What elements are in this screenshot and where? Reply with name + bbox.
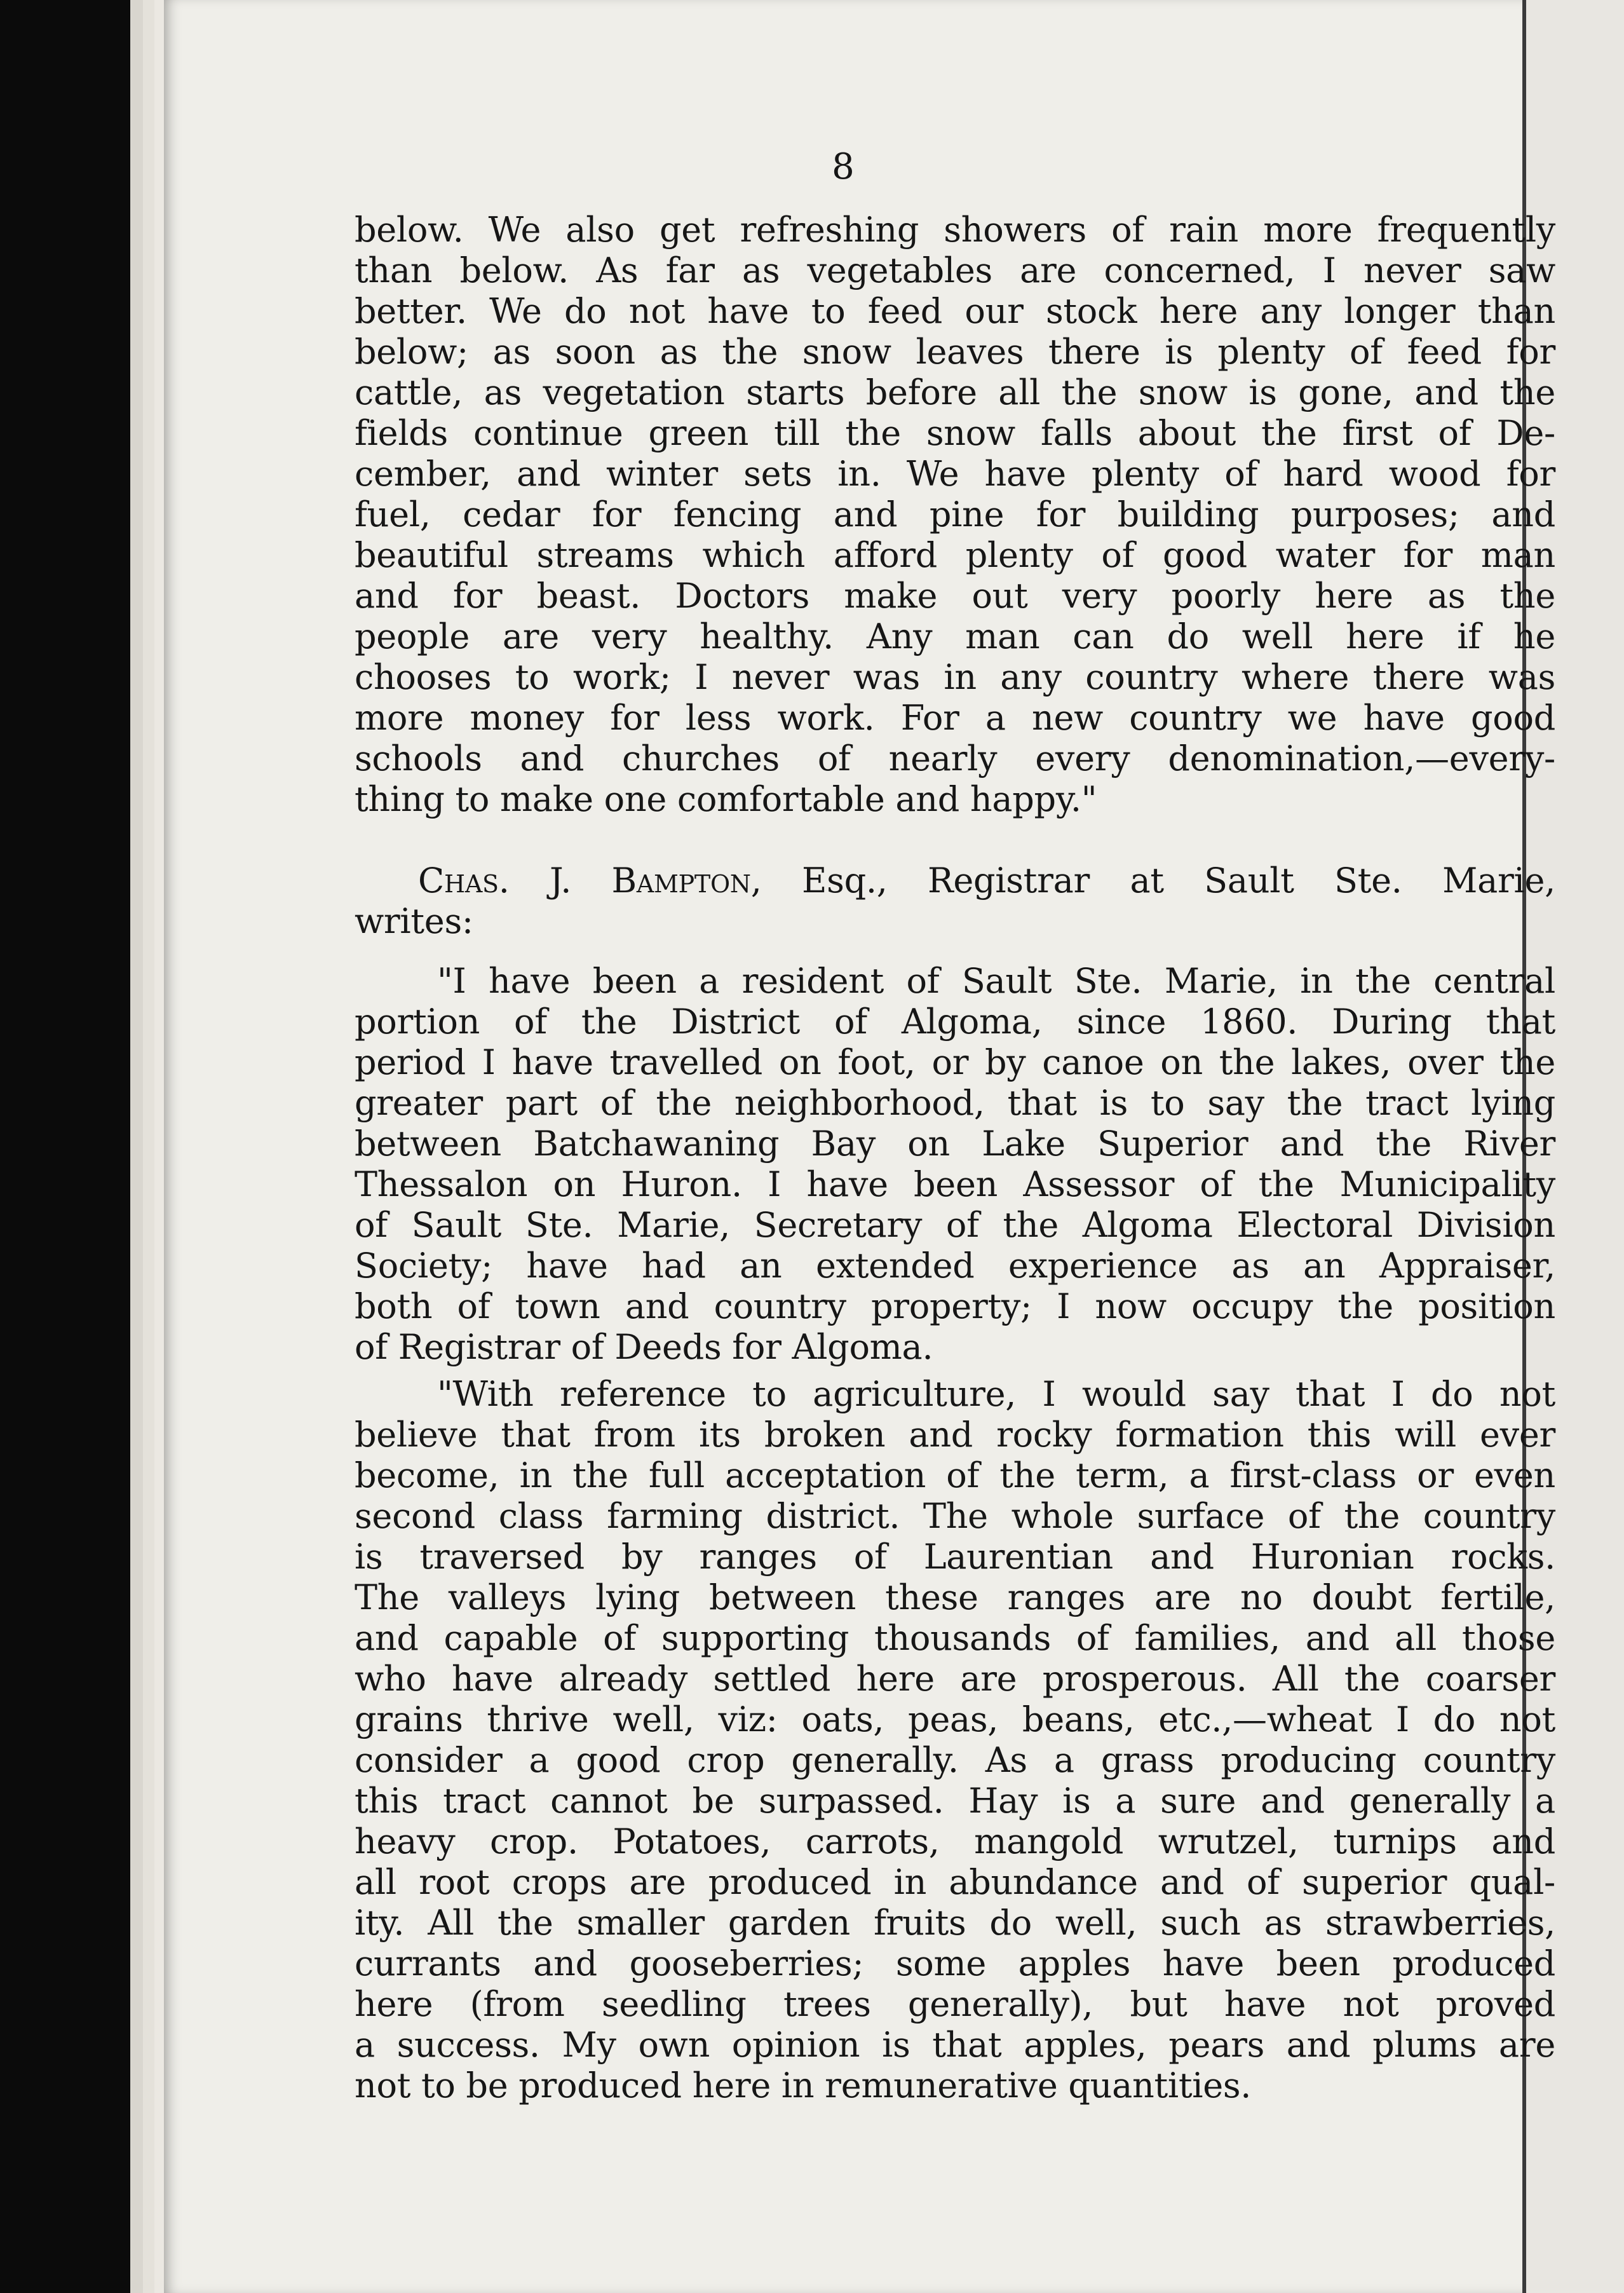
- text-line: cattle, as vegetation starts before all the snow is gone, and the: [355, 372, 1555, 412]
- text-line: of Sault Ste. Marie, Secretary of the Algoma Electoral Division: [355, 1205, 1555, 1245]
- text-line: is traversed by ranges of Laurentian and Huronian rocks.: [355, 1537, 1555, 1577]
- text-line: beautiful streams which afford plenty of good water for man: [355, 535, 1555, 575]
- text-line: not to be produced here in remunerative quantities.: [355, 2065, 1252, 2106]
- text-line: Society; have had an extended experience as an Appraiser,: [355, 1246, 1555, 1286]
- writer-intro: [355, 861, 1555, 942]
- paragraph-gap: [355, 820, 1555, 861]
- text-line: than below. As far as vegetables are concerned, I never saw: [355, 250, 1555, 290]
- text-line: people are very healthy. Any man can do well here if he: [355, 616, 1555, 657]
- text-line: writes:: [355, 901, 473, 941]
- text-line: this tract cannot be surpassed. Hay is a sure and generally a: [355, 1781, 1555, 1821]
- text-line: become, in the full acceptation of the term, a first-class or even: [355, 1455, 1555, 1495]
- text-line: grains thrive well, viz: oats, peas, beans, etc.,—wheat I do not: [355, 1699, 1555, 1739]
- text-line: heavy crop. Potatoes, carrots, mangold wrutzel, turnips and: [355, 1821, 1555, 1861]
- text-line: [355, 861, 1555, 901]
- text-line: a success. My own opinion is that apples, pears and plums are: [355, 2025, 1555, 2065]
- text-line: believe that from its broken and rocky formation this will ever: [355, 1415, 1555, 1455]
- text-line: ity. All the smaller garden fruits do well, such as strawberries,: [355, 1903, 1555, 1943]
- letter-2-paragraph-2: [355, 1374, 1555, 2106]
- text-line: both of town and country property; I now occupy the position: [355, 1286, 1555, 1326]
- body-text: [355, 210, 1555, 2106]
- writer-name: Chas. J. Bampton: [418, 861, 751, 901]
- text-line: fields continue green till the snow falls about the first of De-: [355, 413, 1555, 453]
- text-line: better. We do not have to feed our stock here any longer than: [355, 291, 1555, 331]
- paragraph-gap: [355, 942, 1555, 961]
- text-line: period I have travelled on foot, or by canoe on the lakes, over the: [355, 1042, 1555, 1082]
- text-line: below; as soon as the snow leaves there is plenty of feed for: [355, 332, 1555, 372]
- text-line: all root crops are produced in abundance and of superior qual-: [355, 1862, 1555, 1902]
- text-line: greater part of the neighborhood, that is to say the tract lying: [355, 1083, 1555, 1123]
- book-page: [164, 0, 1555, 2293]
- text-line: thing to make one comfortable and happy.": [355, 779, 1097, 819]
- text-line: currants and gooseberries; some apples have been produced: [355, 1943, 1555, 1983]
- text-line: "I have been a resident of Sault Ste. Marie, in the central: [437, 961, 1555, 1001]
- text-line: second class farming district. The whole surface of the country: [355, 1496, 1555, 1536]
- text-line: who have already settled here are prosperous. All the coarser: [355, 1659, 1555, 1699]
- text-line: "With reference to agriculture, I would say that I do not: [437, 1374, 1555, 1414]
- text-line: chooses to work; I never was in any country where there was: [355, 657, 1555, 697]
- text-line: consider a good crop generally. As a grass producing country: [355, 1740, 1555, 1780]
- text-line: between Batchawaning Bay on Lake Superior and the River: [355, 1124, 1555, 1164]
- text-line: Thessalon on Huron. I have been Assessor of the Municipality: [355, 1164, 1555, 1204]
- text-line: below. We also get refreshing showers of rain more frequently: [355, 210, 1555, 250]
- text-line: more money for less work. For a new country we have good: [355, 698, 1555, 738]
- text-line: fuel, cedar for fencing and pine for building purposes; and: [355, 494, 1555, 534]
- text-line: and capable of supporting thousands of families, and all those: [355, 1618, 1555, 1658]
- letter-2-paragraph-1: [355, 961, 1555, 1368]
- text-line: schools and churches of nearly every denomination,—every-: [355, 738, 1555, 779]
- letter-1-paragraph: [355, 210, 1555, 820]
- text-line: cember, and winter sets in. We have plenty of hard wood for: [355, 454, 1555, 494]
- text-line: of Registrar of Deeds for Algoma.: [355, 1327, 933, 1367]
- paragraph-gap: [355, 1368, 1555, 1374]
- text-line: here (from seedling trees generally), but have not proved: [355, 1984, 1555, 2024]
- text-line: and for beast. Doctors make out very poorly here as the: [355, 576, 1555, 616]
- writer-title: , Esq., Registrar at Sault Ste. Marie,: [750, 861, 1555, 901]
- page-number: 8: [832, 146, 855, 187]
- text-line: The valleys lying between these ranges are no doubt fertile,: [355, 1577, 1555, 1617]
- text-line: portion of the District of Algoma, since 1860. During that: [355, 1002, 1555, 1042]
